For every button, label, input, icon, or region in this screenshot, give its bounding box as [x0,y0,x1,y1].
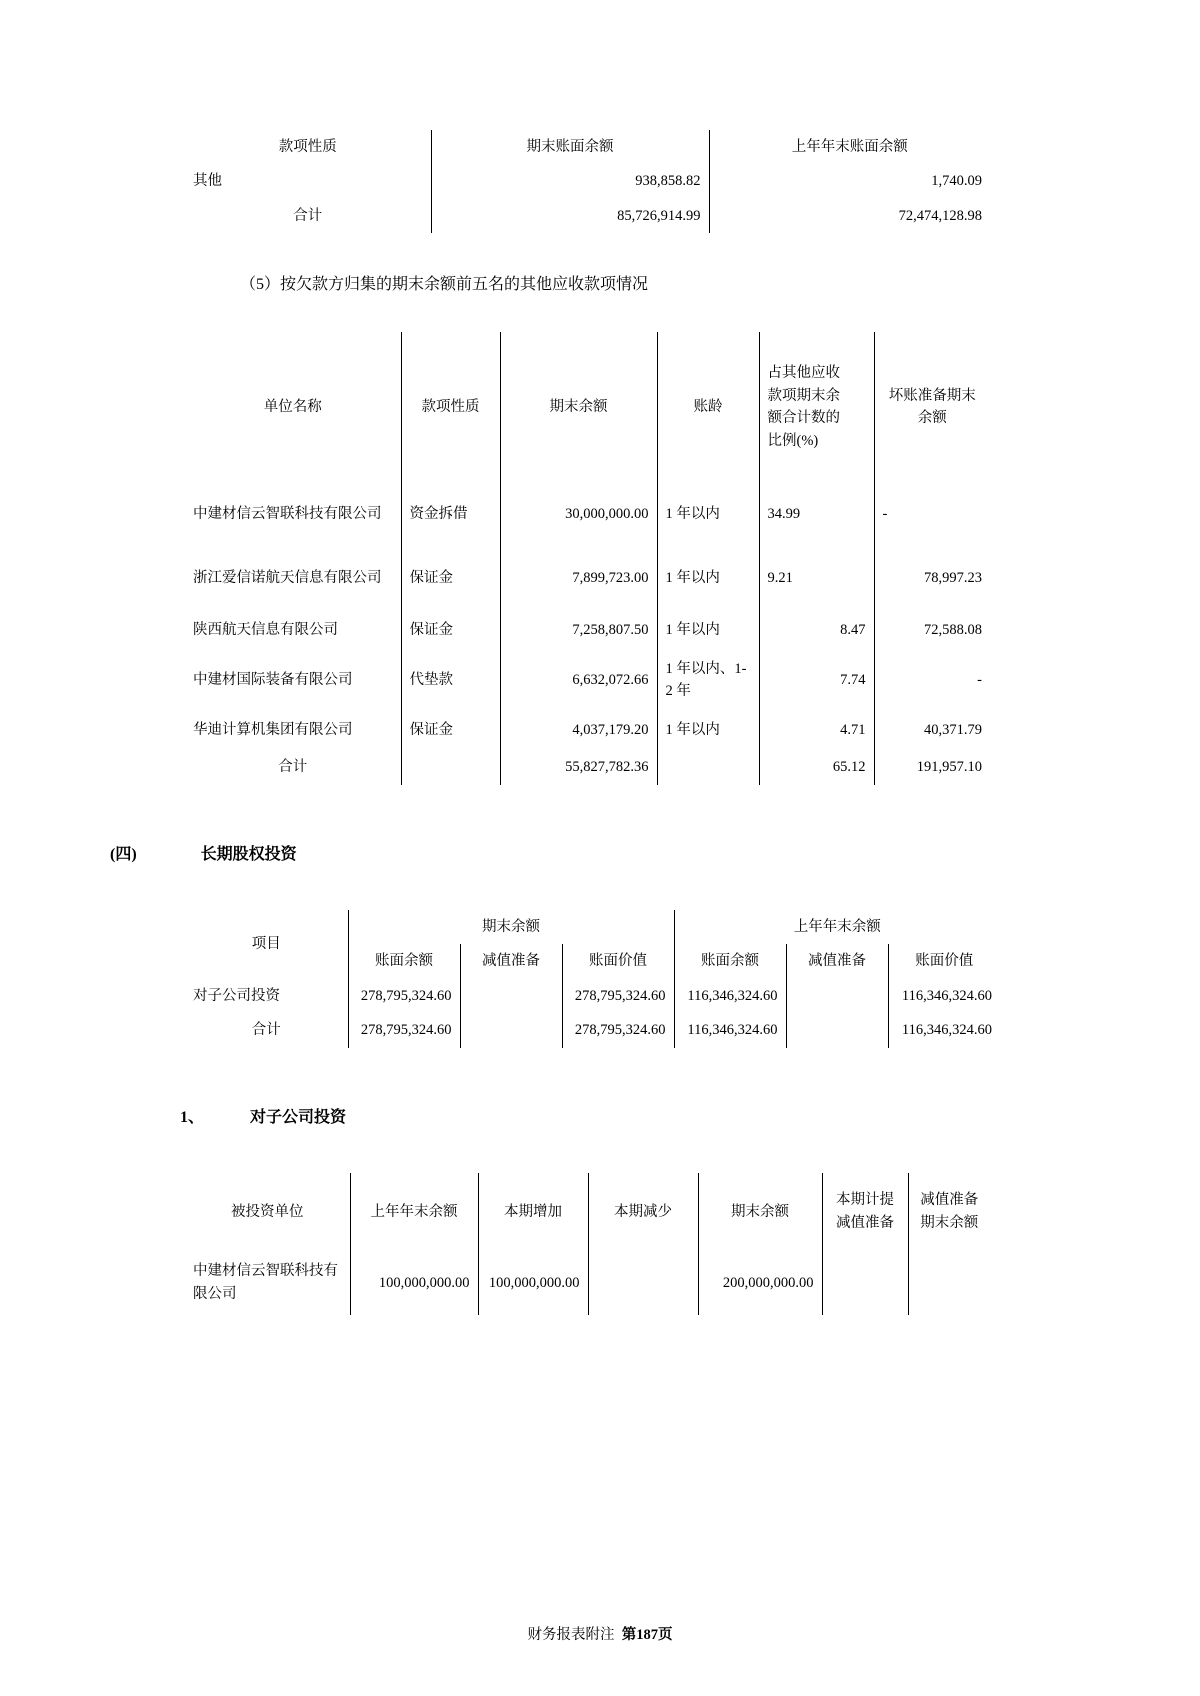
col-header-unit-name: 单位名称 [263,399,322,416]
section-heading-four [110,841,990,864]
cell-nature: 代垫款 [401,650,500,710]
col-header-aging: 账龄 [657,332,759,482]
cell-aging [657,750,759,784]
cell-bad-debt: 78,997.23 [874,546,990,610]
cell-ratio: 4.71 [759,710,874,750]
subsection-heading-1 [180,1104,985,1127]
cell-impairment-prev [786,1013,888,1047]
cell-prev-balance: 1,740.09 [709,164,990,198]
cell-end-balance: 6,632,072.66 [500,650,657,710]
cell-aging: 1 年以内 [657,546,759,610]
provision-line-2: 减值准备 [836,1214,894,1231]
footer-page-number: 第187页 [621,1627,673,1643]
table-top-five-other-receivables [185,332,990,784]
col-header-provision [822,1173,908,1251]
cell-end-balance: 200,000,000.00 [698,1251,822,1315]
cell-impairment [460,979,562,1013]
col-header-book-balance: 账面余额 [348,944,460,978]
col-header-impairment: 减值准备 [460,944,562,978]
cell-ratio: 7.74 [759,650,874,710]
cell-end-balance: 7,899,723.00 [500,546,657,610]
cell-unit-name: 浙江爱信诺航天信息有限公司 [193,570,382,587]
cell-investee: 中建材信云智联科技有限公司 [193,1263,338,1302]
cell-end-balance: 7,258,807.50 [500,610,657,650]
col-header-increase: 本期增加 [478,1173,588,1251]
col-header: 上年年末账面余额 [709,130,990,164]
cell-aging: 1 年以内、1-2 年 [657,650,759,710]
cell-book-balance: 278,795,324.60 [348,1013,460,1047]
cell-bad-debt: 40,371.79 [874,710,990,750]
cell-aging: 1 年以内 [657,710,759,750]
table-long-term-equity-investment [185,910,1000,1048]
table-row [185,1251,990,1315]
provision-end-line-1: 减值准备 [920,1192,979,1209]
cell-aging: 1 年以内 [657,610,759,650]
cell-impairment-prev [786,979,888,1013]
group-header-prev-balance: 上年年末余额 [674,910,1000,944]
provision-line-1: 本期计提 [836,1192,894,1209]
section-number: (四) [110,845,137,863]
col-header-nature: 款项性质 [401,332,500,482]
col-header-ratio [759,332,874,482]
cell-name: 合计 [293,207,323,224]
page-content [110,130,992,1315]
footer-label: 财务报表附注 [527,1627,615,1643]
col-header: 款项性质 [278,139,337,155]
cell-end-balance: 30,000,000.00 [500,482,657,546]
subsection-title: 对子公司投资 [250,1108,347,1126]
cell-nature: 保证金 [401,710,500,750]
cell-decrease [588,1251,698,1315]
cell-ratio: 34.99 [759,482,874,546]
col-header-book-value-prev: 账面价值 [888,944,1000,978]
cell-ratio: 9.21 [759,546,874,610]
group-header-end-balance: 期末余额 [348,910,674,944]
cell-increase: 100,000,000.00 [478,1251,588,1315]
col-header-bad-debt [874,332,990,482]
table-header-row [185,1173,990,1251]
cell-prev-balance: 100,000,000.00 [350,1251,478,1315]
cell-end-balance: 4,037,179.20 [500,710,657,750]
table-row [185,482,990,546]
table-header-row [185,910,1000,944]
cell-item: 合计 [251,1022,281,1039]
cell-provision [822,1251,908,1315]
table-row [185,164,990,198]
cell-bad-debt: 191,957.10 [874,750,990,784]
cell-end-balance: 85,726,914.99 [431,199,709,233]
cell-unit-name: 合计 [278,759,308,776]
cell-bad-debt: - [874,650,990,710]
col-header-end-balance: 期末余额 [698,1173,822,1251]
col-header: 期末账面余额 [431,130,709,164]
cell-prev-balance: 72,474,128.98 [709,199,990,233]
cell-aging: 1 年以内 [657,482,759,546]
col-header-book-balance-prev: 账面余额 [674,944,786,978]
cell-nature: 保证金 [401,610,500,650]
cell-book-value: 278,795,324.60 [562,979,674,1013]
cell-book-balance-prev: 116,346,324.60 [674,1013,786,1047]
col-header-impairment-prev: 减值准备 [786,944,888,978]
cell-item: 对子公司投资 [193,987,280,1004]
bad-debt-line-1: 坏账准备期末 [888,387,976,404]
cell-impairment [460,1013,562,1047]
col-header-end-balance: 期末余额 [500,332,657,482]
section-title: 长期股权投资 [200,845,297,863]
table-row [185,979,1000,1013]
cell-book-value: 278,795,324.60 [562,1013,674,1047]
table-row [185,199,990,233]
cell-name: 其他 [193,173,222,190]
ratio-line-1: 占其他应收 [767,365,840,382]
col-header-item: 项目 [251,936,281,953]
table-header-row [185,332,990,482]
cell-nature: 资金拆借 [401,482,500,546]
ratio-line-3: 额合计数的 [767,410,840,427]
table-row [185,1013,1000,1047]
cell-unit-name: 中建材信云智联科技有限公司 [193,506,382,523]
cell-book-balance-prev: 116,346,324.60 [674,979,786,1013]
cell-end-balance: 55,827,782.36 [500,750,657,784]
cell-provision-end [908,1251,990,1315]
col-header-prev-balance: 上年年末余额 [350,1173,478,1251]
col-header-decrease: 本期减少 [588,1173,698,1251]
cell-ratio: 8.47 [759,610,874,650]
ratio-line-4: 比例(%) [767,432,819,449]
page-footer [0,1623,1200,1644]
table-row [185,650,990,710]
ratio-line-2: 款项期末余 [767,387,840,404]
cell-bad-debt: - [874,482,990,546]
cell-unit-name: 华迪计算机集团有限公司 [193,722,353,739]
cell-book-value-prev: 116,346,324.60 [888,1013,1000,1047]
col-header-investee: 被投资单位 [231,1203,304,1220]
cell-book-value-prev: 116,346,324.60 [888,979,1000,1013]
cell-nature: 保证金 [401,546,500,610]
table-row [185,750,990,784]
col-header-provision-end [908,1173,990,1251]
cell-end-balance: 938,858.82 [431,164,709,198]
cell-book-balance: 278,795,324.60 [348,979,460,1013]
provision-end-line-2: 期末余额 [920,1214,979,1231]
subsection-number: 1、 [180,1108,205,1126]
table-subsidiary-investment [185,1173,990,1315]
cell-unit-name: 陕西航天信息有限公司 [193,622,338,639]
cell-nature [401,750,500,784]
table-row [185,710,990,750]
cell-bad-debt: 72,588.08 [874,610,990,650]
col-header-book-value: 账面价值 [562,944,674,978]
table-row [185,546,990,610]
table-row [185,130,990,164]
cell-unit-name: 中建材国际装备有限公司 [193,672,353,689]
paragraph-heading-5: （5）按欠款方归集的期末余额前五名的其他应收款项情况 [240,276,649,294]
bad-debt-line-2: 余额 [917,410,947,427]
table-other-receivables-nature [185,130,990,233]
table-row [185,610,990,650]
cell-ratio: 65.12 [759,750,874,784]
